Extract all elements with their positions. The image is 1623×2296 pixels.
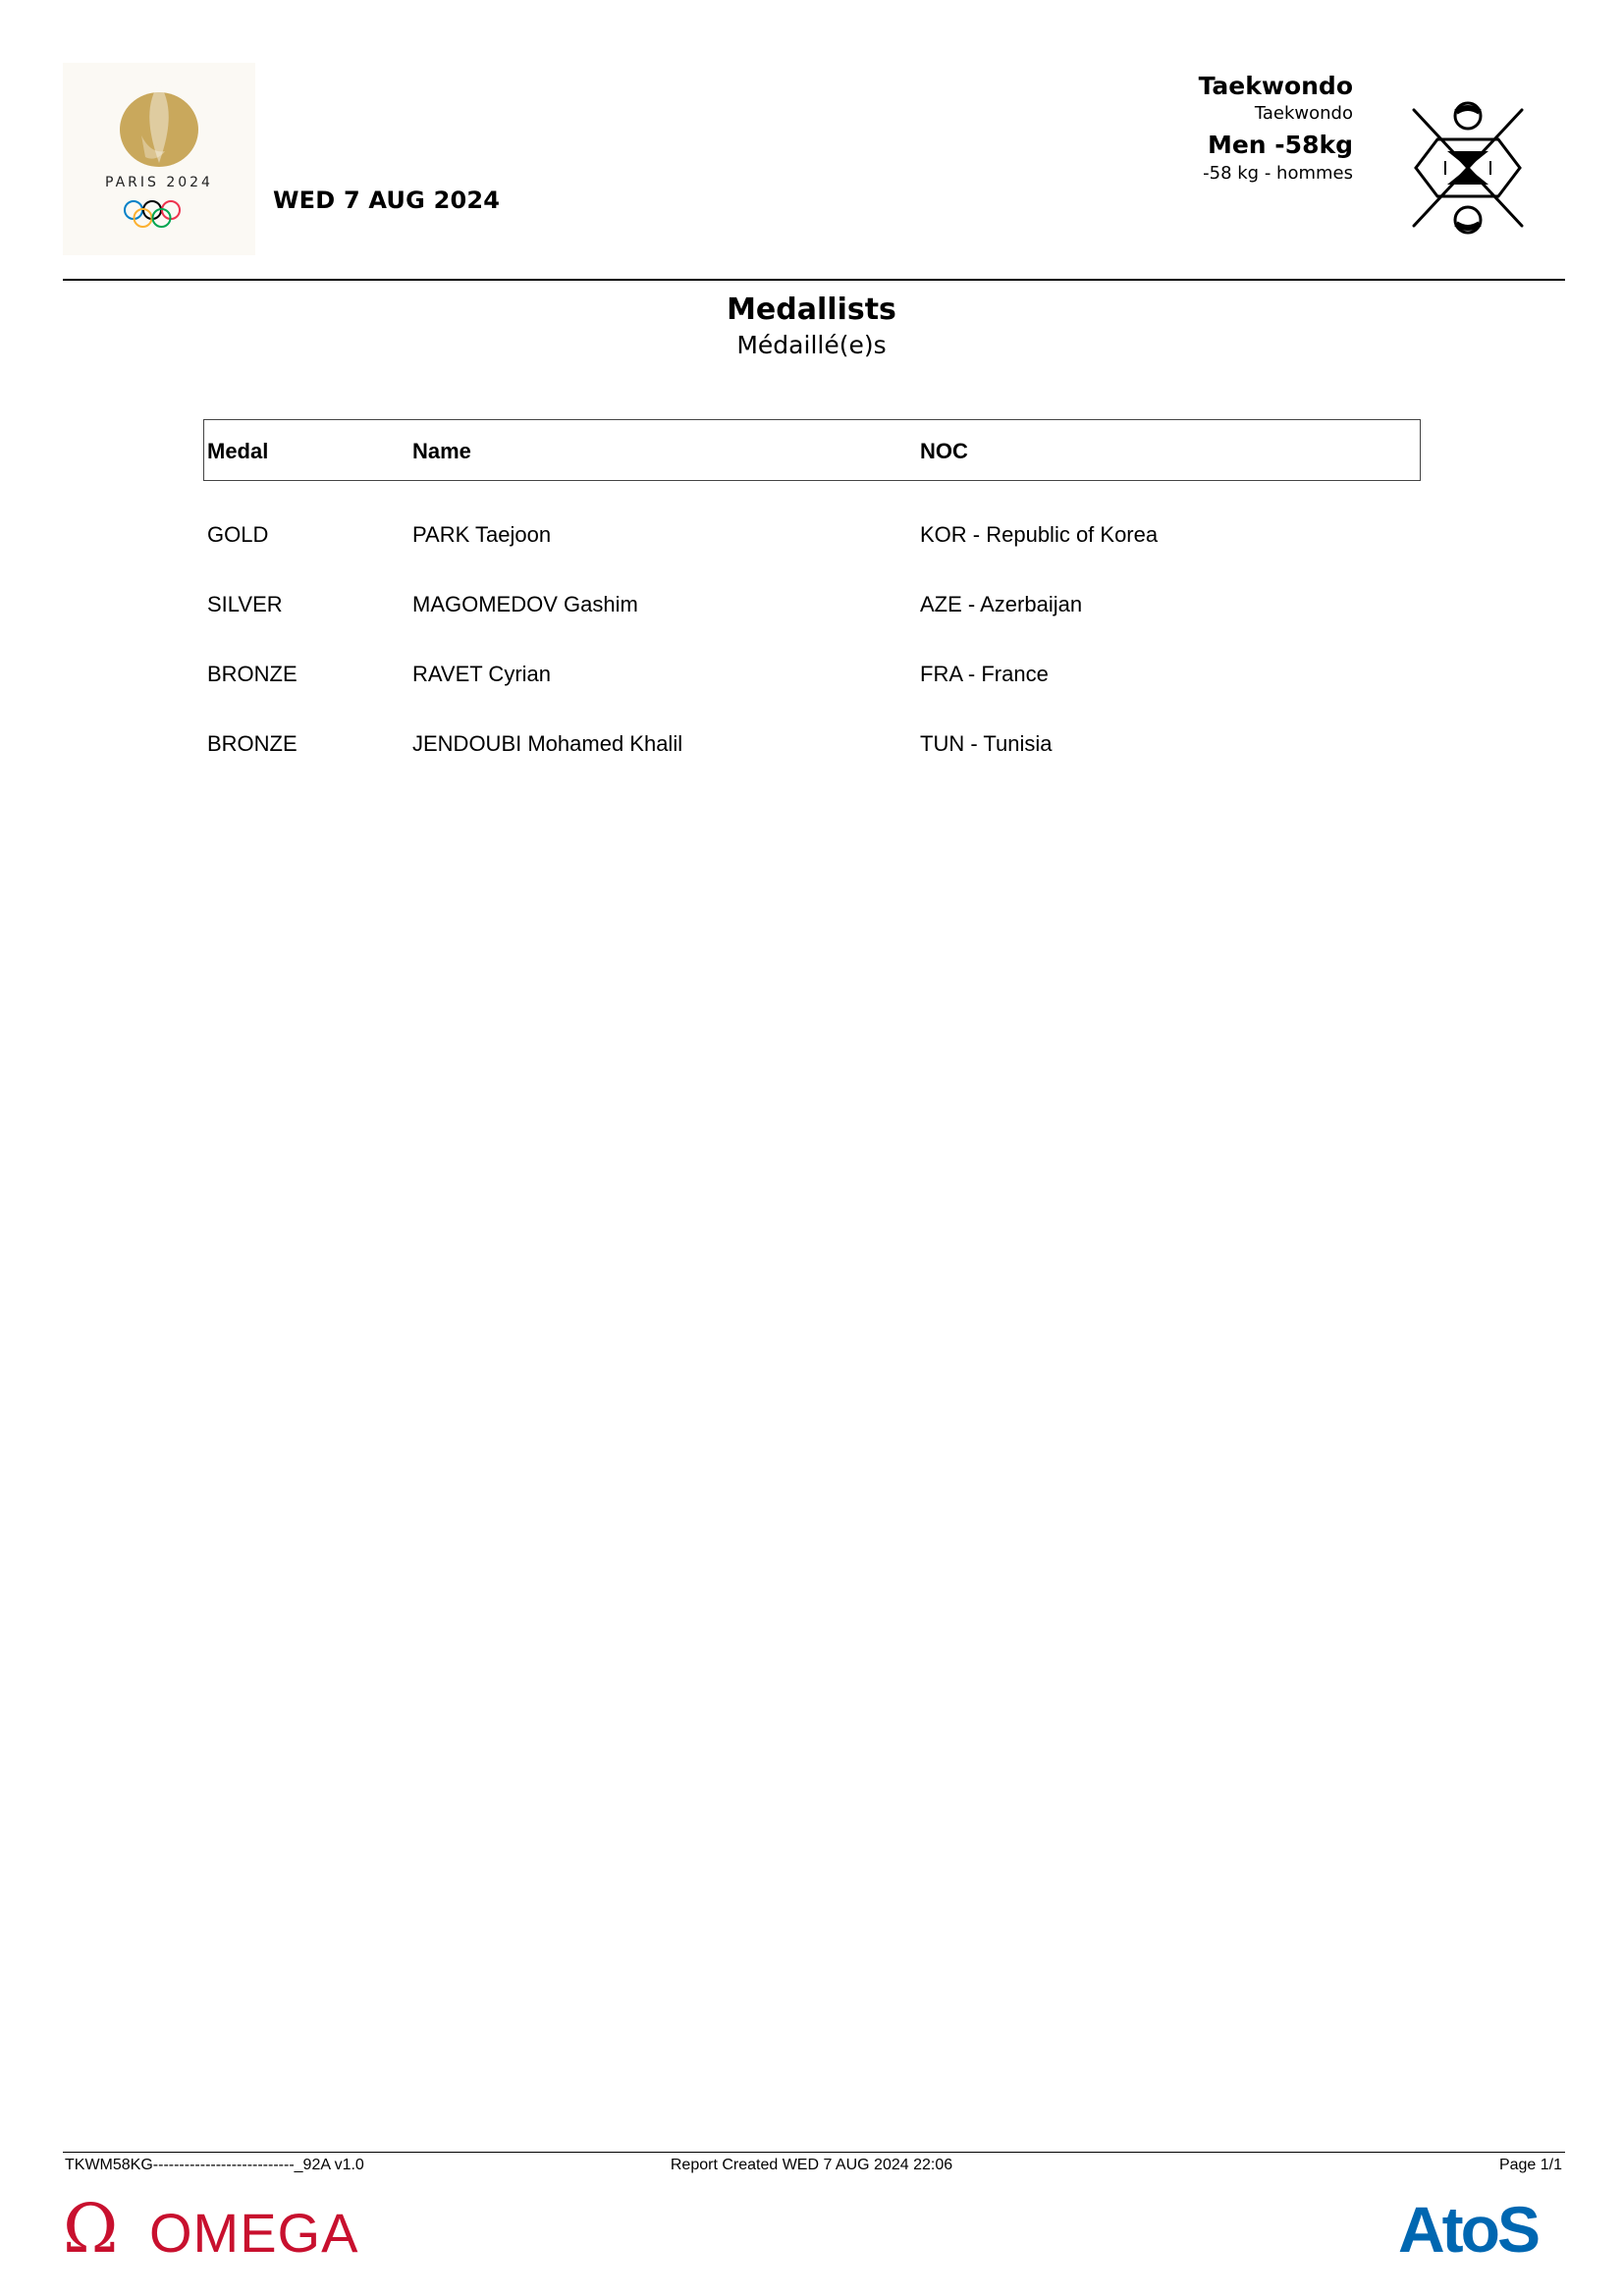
omega-wordmark: OMEGA bbox=[149, 2202, 359, 2262]
taekwondo-pictogram-icon bbox=[1394, 96, 1542, 240]
noc-cell: TUN - Tunisia bbox=[920, 731, 1053, 756]
table-row bbox=[0, 522, 1623, 552]
table-row bbox=[0, 592, 1623, 621]
table-row bbox=[0, 662, 1623, 691]
header-divider bbox=[63, 279, 1565, 281]
medal-cell: SILVER bbox=[207, 592, 283, 616]
omega-symbol-icon: Ω bbox=[63, 2197, 119, 2262]
omega-logo bbox=[63, 2197, 397, 2262]
noc-cell: AZE - Azerbaijan bbox=[920, 592, 1083, 616]
medal-cell: GOLD bbox=[207, 522, 269, 547]
atos-wordmark: AtoS bbox=[1398, 2195, 1538, 2260]
paris-2024-flame-logo-icon bbox=[63, 63, 255, 255]
report-code: TKWM58KG---------------------------_92A v1.0 bbox=[65, 2157, 364, 2173]
medal-cell: BRONZE bbox=[207, 662, 298, 686]
atos-logo bbox=[1398, 2195, 1567, 2260]
table-row bbox=[0, 731, 1623, 761]
sport-subtitle: Taekwondo bbox=[1254, 103, 1353, 124]
logo-wordmark: PARIS 2024 bbox=[105, 175, 213, 190]
report-created: Report Created WED 7 AUG 2024 22:06 bbox=[670, 2157, 953, 2173]
noc-cell: KOR - Republic of Korea bbox=[920, 522, 1159, 547]
name-cell: PARK Taejoon bbox=[412, 522, 552, 547]
sport-title: Taekwondo bbox=[1198, 72, 1353, 100]
table-header bbox=[203, 419, 1421, 481]
name-cell: JENDOUBI Mohamed Khalil bbox=[412, 731, 683, 756]
medal-cell: BRONZE bbox=[207, 731, 298, 756]
name-cell: RAVET Cyrian bbox=[412, 662, 552, 686]
column-header-noc: NOC bbox=[920, 439, 968, 463]
event-header bbox=[1199, 71, 1353, 185]
column-header-name: Name bbox=[412, 439, 471, 463]
report-subtitle: Médaillé(e)s bbox=[736, 331, 887, 359]
noc-cell: FRA - France bbox=[920, 662, 1049, 686]
report-title: Medallists bbox=[727, 293, 896, 327]
competition-date: WED 7 AUG 2024 bbox=[273, 187, 501, 214]
footer-divider bbox=[63, 2152, 1565, 2153]
event-title: Men -58kg bbox=[1207, 131, 1353, 159]
column-header-medal: Medal bbox=[207, 439, 269, 463]
name-cell: MAGOMEDOV Gashim bbox=[412, 592, 638, 616]
paris-2024-logo bbox=[63, 63, 255, 255]
event-subtitle: -58 kg - hommes bbox=[1203, 163, 1353, 184]
page-number: Page 1/1 bbox=[1498, 2157, 1562, 2173]
